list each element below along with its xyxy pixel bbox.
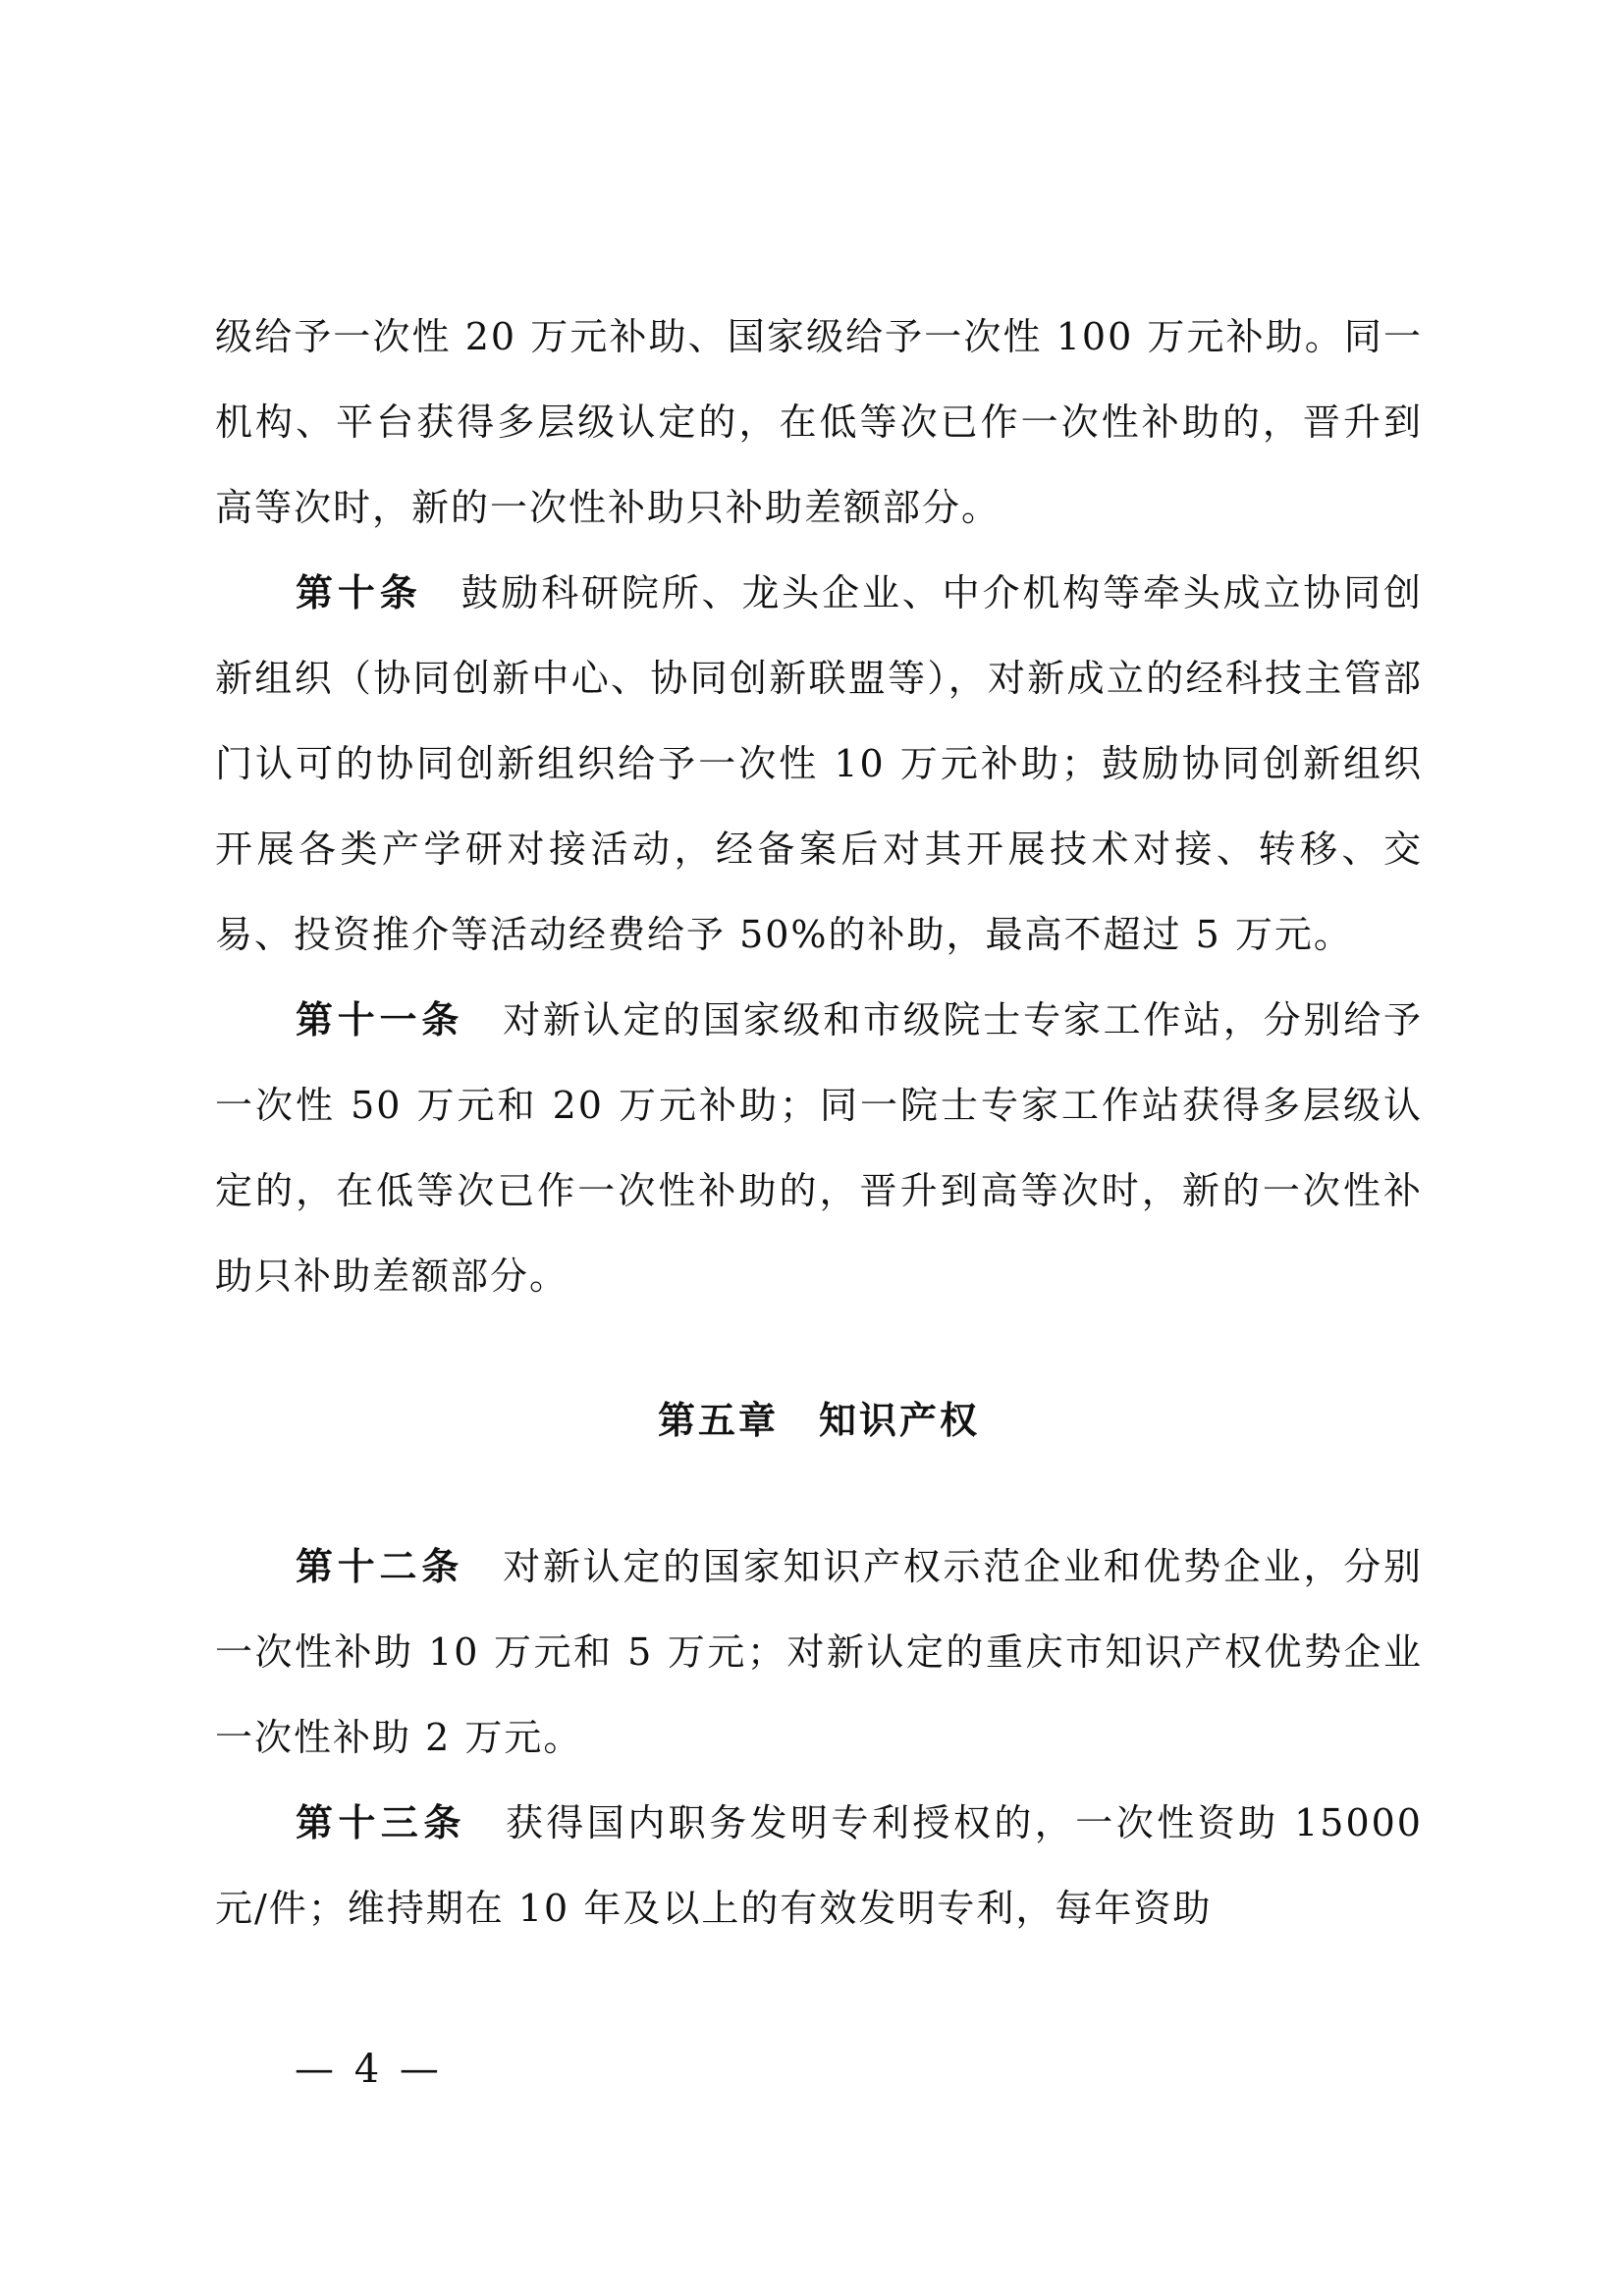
article-label: 第十二条 — [296, 1545, 464, 1588]
article-13 — [215, 1781, 1423, 1951]
article-label: 第十一条 — [296, 998, 464, 1041]
article-text: 鼓励科研院所、龙头企业、中介机构等牵头成立协同创新组织（协同创新中心、协同创新联盟等），对新成立的经科技主管部门认可的协同创新组织给予一次性 10 万元补助；鼓励协同创新组织开展各类产学研对接活动，经备案后对其开展技术对接、转移、交易、投资推介等活动经费给予 50%的补助，最高不超过 5 万元。 — [215, 571, 1423, 956]
article-text: 获得国内职务发明专利授权的，一次性资助 15000 元/件；维持期在 10 年及以上的有效发明专利，每年资助 — [215, 1801, 1423, 1930]
article-text: 对新认定的国家级和市级院士专家工作站，分别给予一次性 50 万元和 20 万元补助；同一院士专家工作站获得多层级认定的，在低等次已作一次性补助的，晋升到高等次时，新的一次性补助只补助差额部分。 — [215, 998, 1423, 1298]
document-body — [215, 294, 1423, 1951]
article-label: 第十三条 — [296, 1801, 466, 1844]
page-number: — 4 — — [295, 2047, 443, 2092]
chapter-title: 第五章 知识产权 — [657, 1399, 980, 1442]
article-12 — [215, 1524, 1423, 1781]
article-text: 对新认定的国家知识产权示范企业和优势企业，分别一次性补助 10 万元和 5 万元；对新认定的重庆市知识产权优势企业一次性补助 2 万元。 — [215, 1545, 1423, 1759]
article-label: 第十条 — [296, 571, 422, 614]
article-11 — [215, 978, 1423, 1319]
opening-paragraph: 级给予一次性 20 万元补助、国家级给予一次性 100 万元补助。同一机构、平台获得多层级认定的，在低等次已作一次性补助的，晋升到高等次时，新的一次性补助只补助差额部分。 — [215, 315, 1423, 529]
article-10 — [215, 551, 1423, 978]
